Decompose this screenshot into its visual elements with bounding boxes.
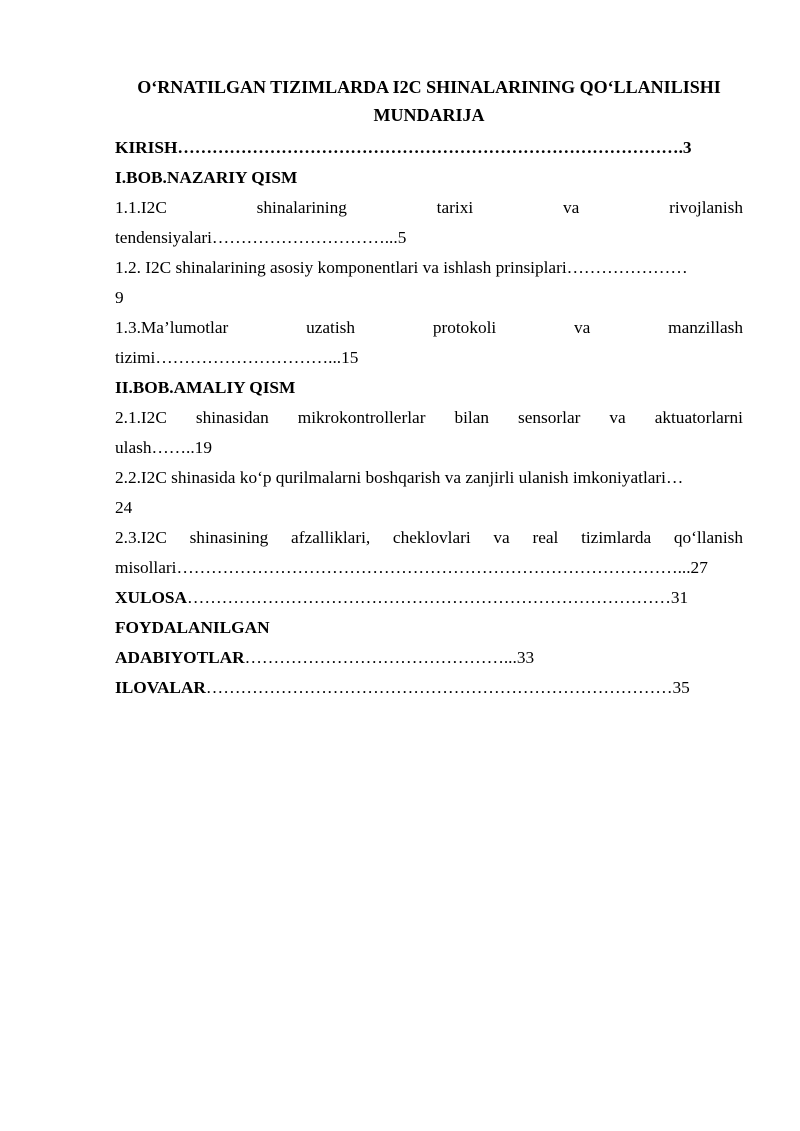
- toc-entry-1-3: 1.3.Ma’lumotlar uzatish protokoli va manzillash: [115, 318, 743, 337]
- toc-ilovalar-label: ILOVALAR: [115, 678, 206, 697]
- toc-chapter-2: II.BOB.AMALIY QISM: [115, 378, 296, 397]
- toc-entry-2-3-cont: misollari……………………………………………………………………………...27: [115, 558, 708, 577]
- toc-adabiyotlar-label: ADABIYOTLAR: [115, 648, 245, 667]
- toc-heading: MUNDARIJA: [373, 105, 485, 125]
- toc-entry-2-1: 2.1.I2C shinasidan mikrokontrollerlar bilan sensorlar va aktuatorlarni: [115, 408, 743, 427]
- toc-entry-kirish: KIRISH…………………………………………………………………………….3: [115, 138, 692, 157]
- toc-entry-foydalanilgan: FOYDALANILGAN: [115, 618, 270, 637]
- toc-entry-ilovalar: [115, 673, 743, 703]
- document-title: O‘RNATILGAN TIZIMLARDA I2C SHINALARINING QO‘LLANILISHI: [137, 77, 721, 97]
- toc-entry-1-1: 1.1.I2C shinalarining tarixi va rivojlanish: [115, 198, 743, 217]
- toc-xulosa-dots: …………………………………………………………………………31: [187, 588, 689, 607]
- table-of-contents: [115, 133, 743, 703]
- toc-entry-2-3: 2.3.I2C shinasining afzalliklari, cheklovlari va real tizimlarda qo‘llanish: [115, 528, 743, 547]
- toc-entry-adabiyotlar: [115, 643, 743, 673]
- toc-adabiyotlar-dots: ………………………………………...33: [244, 648, 535, 667]
- toc-entry-1-2-page: 9: [115, 288, 124, 307]
- toc-entry-1-3-cont: tizimi…………………………...15: [115, 348, 359, 367]
- toc-entry-2-2: 2.2.I2C shinasida ko‘p qurilmalarni boshqarish va zanjirli ulanish imkoniyatlari…: [115, 468, 684, 487]
- toc-entry-2-2-page: 24: [115, 498, 133, 517]
- toc-ilovalar-dots: ………………………………………………………………………35: [205, 678, 690, 697]
- toc-chapter-1: I.BOB.NAZARIY QISM: [115, 168, 298, 187]
- toc-entry-2-1-cont: ulash……..19: [115, 438, 212, 457]
- toc-entry-xulosa: [115, 583, 743, 613]
- toc-xulosa-label: XULOSA: [115, 588, 188, 607]
- toc-entry-1-1-cont: tendensiyalari…………………………...5: [115, 228, 407, 247]
- toc-entry-1-2: 1.2. I2C shinalarining asosiy komponentlari va ishlash prinsiplari…………………: [115, 258, 688, 277]
